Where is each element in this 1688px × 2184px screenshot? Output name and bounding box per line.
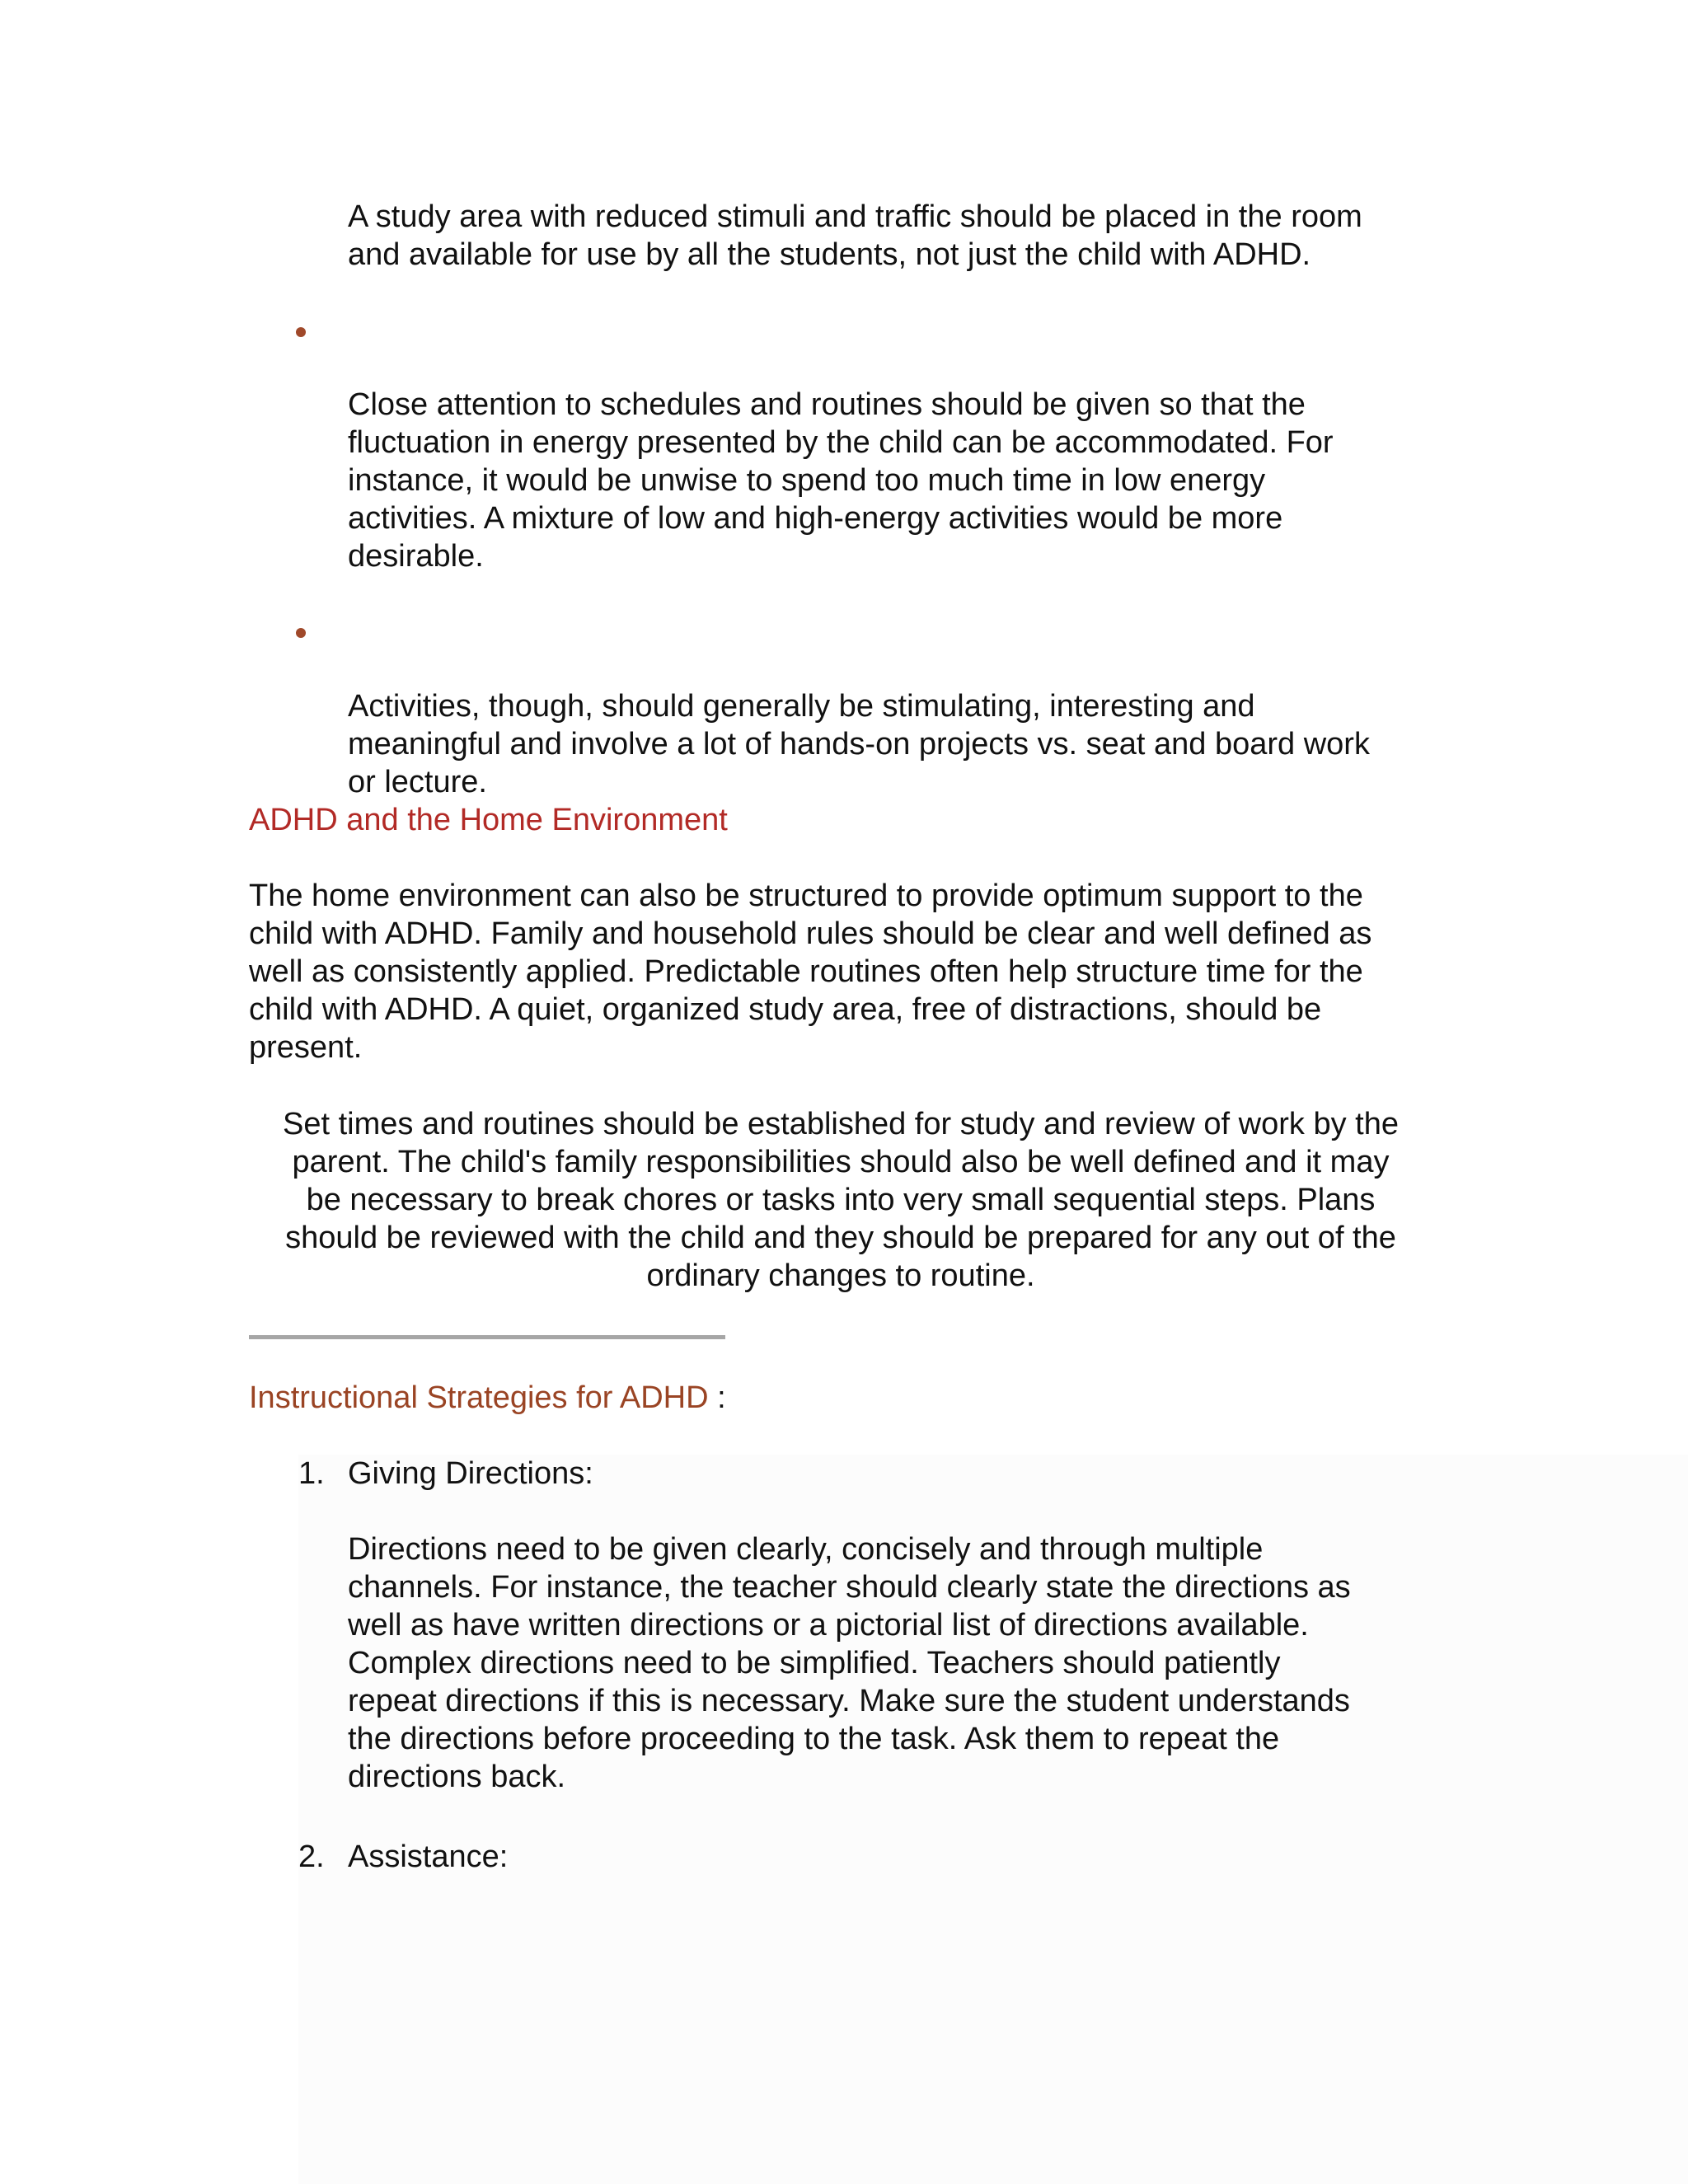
text-line: child with ADHD. A quiet, organized study area, free of distractions, should be [249,992,1322,1027]
text-line: The home environment can also be structured to provide optimum support to the [249,879,1363,913]
text-line: and available for use by all the students, not just the child with ADHD. [348,237,1311,272]
text-line: ordinary changes to routine. [646,1258,1035,1293]
text-line: fluctuation in energy presented by the child can be accommodated. For [348,425,1334,460]
bullet-item-1-text [348,198,1362,274]
text-line: directions back. [348,1760,566,1794]
home-paragraph-1 [249,877,1372,1066]
numbered-item-2-title: Assistance: [348,1840,509,1874]
bullet-marker [296,327,306,337]
horizontal-divider [249,1335,725,1339]
text-line: present. [249,1030,363,1065]
bullet-item-3-text [348,687,1370,801]
text-line: well as have written directions or a pictorial list of directions available. [348,1608,1309,1643]
numbered-item-1-body [348,1530,1351,1796]
text-line: Set times and routines should be established for study and review of work by the [283,1107,1399,1141]
numbered-item-2-number: 2. [298,1840,325,1874]
text-line: A study area with reduced stimuli and traffic should be placed in the room [348,199,1362,234]
text-line: should be reviewed with the child and they should be prepared for any out of the [285,1221,1396,1255]
heading-colon: : [708,1380,726,1415]
text-line: parent. The child's family responsibilities should also be well defined and it may [292,1145,1390,1179]
text-line: activities. A mixture of low and high-energy activities would be more [348,501,1283,536]
text-line: desirable. [348,539,484,574]
home-paragraph-2 [249,1105,1432,1295]
text-line: be necessary to break chores or tasks into very small sequential steps. Plans [306,1183,1376,1217]
instructional-heading-text: Instructional Strategies for ADHD [249,1380,709,1415]
text-line: child with ADHD. Family and household rules should be clear and well defined as [249,916,1372,951]
text-line: Close attention to schedules and routines should be given so that the [348,387,1306,422]
text-line: instance, it would be unwise to spend too much time in low energy [348,463,1266,498]
numbered-item-1-title: Giving Directions: [348,1456,593,1491]
text-line: the directions before proceeding to the task. Ask them to repeat the [348,1722,1280,1756]
text-line: Complex directions need to be simplified. Teachers should patiently [348,1646,1281,1680]
text-line: Activities, though, should generally be stimulating, interesting and [348,689,1255,724]
bullet-item-2-text [348,386,1334,575]
text-line: Directions need to be given clearly, concisely and through multiple [348,1532,1264,1567]
numbered-item-1-number: 1. [298,1456,325,1491]
text-line: or lecture. [348,765,487,799]
text-line: repeat directions if this is necessary. Make sure the student understands [348,1684,1350,1718]
section-heading-instructional [249,1379,726,1417]
bullet-marker [296,628,306,638]
text-line: channels. For instance, the teacher should clearly state the directions as [348,1570,1351,1605]
text-line: well as consistently applied. Predictable routines often help structure time for the [249,954,1363,989]
section-heading-home: ADHD and the Home Environment [249,803,728,837]
text-line: meaningful and involve a lot of hands-on projects vs. seat and board work [348,727,1370,762]
